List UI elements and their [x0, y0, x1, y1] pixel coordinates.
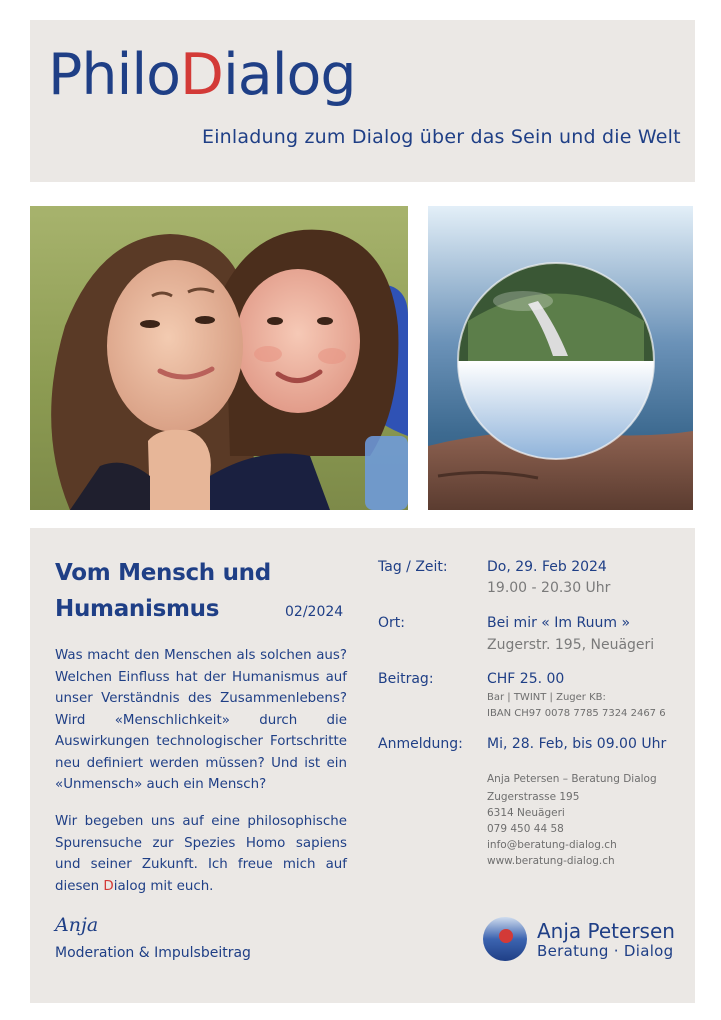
photo-glass-ball [428, 206, 693, 510]
fee-iban: IBAN CH97 0078 7785 7324 2467 6 [487, 708, 666, 719]
signature: Anja [55, 914, 99, 936]
event-title-line-1: Vom Mensch und [55, 560, 271, 586]
place-value: Bei mir « Im Ruum » [487, 615, 631, 631]
invitation-paragraph [55, 811, 347, 897]
event-title-line-2: Humanismus [55, 596, 220, 622]
logo-circle-icon [482, 916, 528, 962]
invitation-accent-letter: D [103, 878, 114, 894]
brand-title [48, 42, 356, 108]
contact-website[interactable]: www.beratung-dialog.ch [487, 855, 615, 867]
time-value: 19.00 - 20.30 Uhr [487, 580, 611, 596]
registration-label: Anmeldung: [378, 736, 463, 752]
place-address: Zugerstr. 195, Neuägeri [487, 637, 655, 653]
invitation-text-2: ialog mit euch. [113, 878, 214, 894]
contact-name: Anja Petersen – Beratung Dialog [487, 773, 657, 785]
brand-accent-letter: D [180, 42, 223, 108]
contact-email[interactable]: info@beratung-dialog.ch [487, 839, 617, 851]
moderation-label: Moderation & Impulsbeitrag [55, 945, 251, 961]
date-value: Do, 29. Feb 2024 [487, 559, 607, 575]
brand-part-2: ialog [222, 42, 356, 108]
intro-paragraph: Was macht den Menschen als solchen aus? Welchen Einfluss hat der Humanismus auf unser Verständnis des Zusammenlebens? Wird «Menschlichkeit» durch die Auswirkungen technologischer Fortschritte neu definiert werden müssen? Und ist ein «Unmensch» auch ein Mensch? [55, 648, 347, 792]
contact-street: Zugerstrasse 195 [487, 791, 580, 803]
registration-value: Mi, 28. Feb, bis 09.00 Uhr [487, 736, 667, 752]
contact-phone: 079 450 44 58 [487, 823, 564, 835]
fee-value: CHF 25. 00 [487, 671, 565, 687]
issue-number: 02/2024 [285, 604, 344, 620]
place-label: Ort: [378, 615, 405, 631]
glass-ball-illustration [428, 206, 693, 510]
logo-name: Anja Petersen [537, 919, 675, 943]
photo-girls [30, 206, 408, 510]
brand-part-1: Philo [48, 42, 181, 108]
fee-payment-methods: Bar | TWINT | Zuger KB: [487, 692, 606, 703]
girls-illustration [30, 206, 408, 510]
invitation-text-1: Wir begeben uns auf eine philosophische Spurensuche zur Spezies Homo sapiens und seiner Zukunft. Ich freue mich auf diesen [55, 814, 347, 894]
contact-city: 6314 Neuägeri [487, 807, 565, 819]
date-time-label: Tag / Zeit: [378, 559, 448, 575]
logo-subtitle: Beratung · Dialog [537, 942, 674, 960]
tagline: Einladung zum Dialog über das Sein und die Welt [202, 126, 681, 148]
fee-label: Beitrag: [378, 671, 434, 687]
